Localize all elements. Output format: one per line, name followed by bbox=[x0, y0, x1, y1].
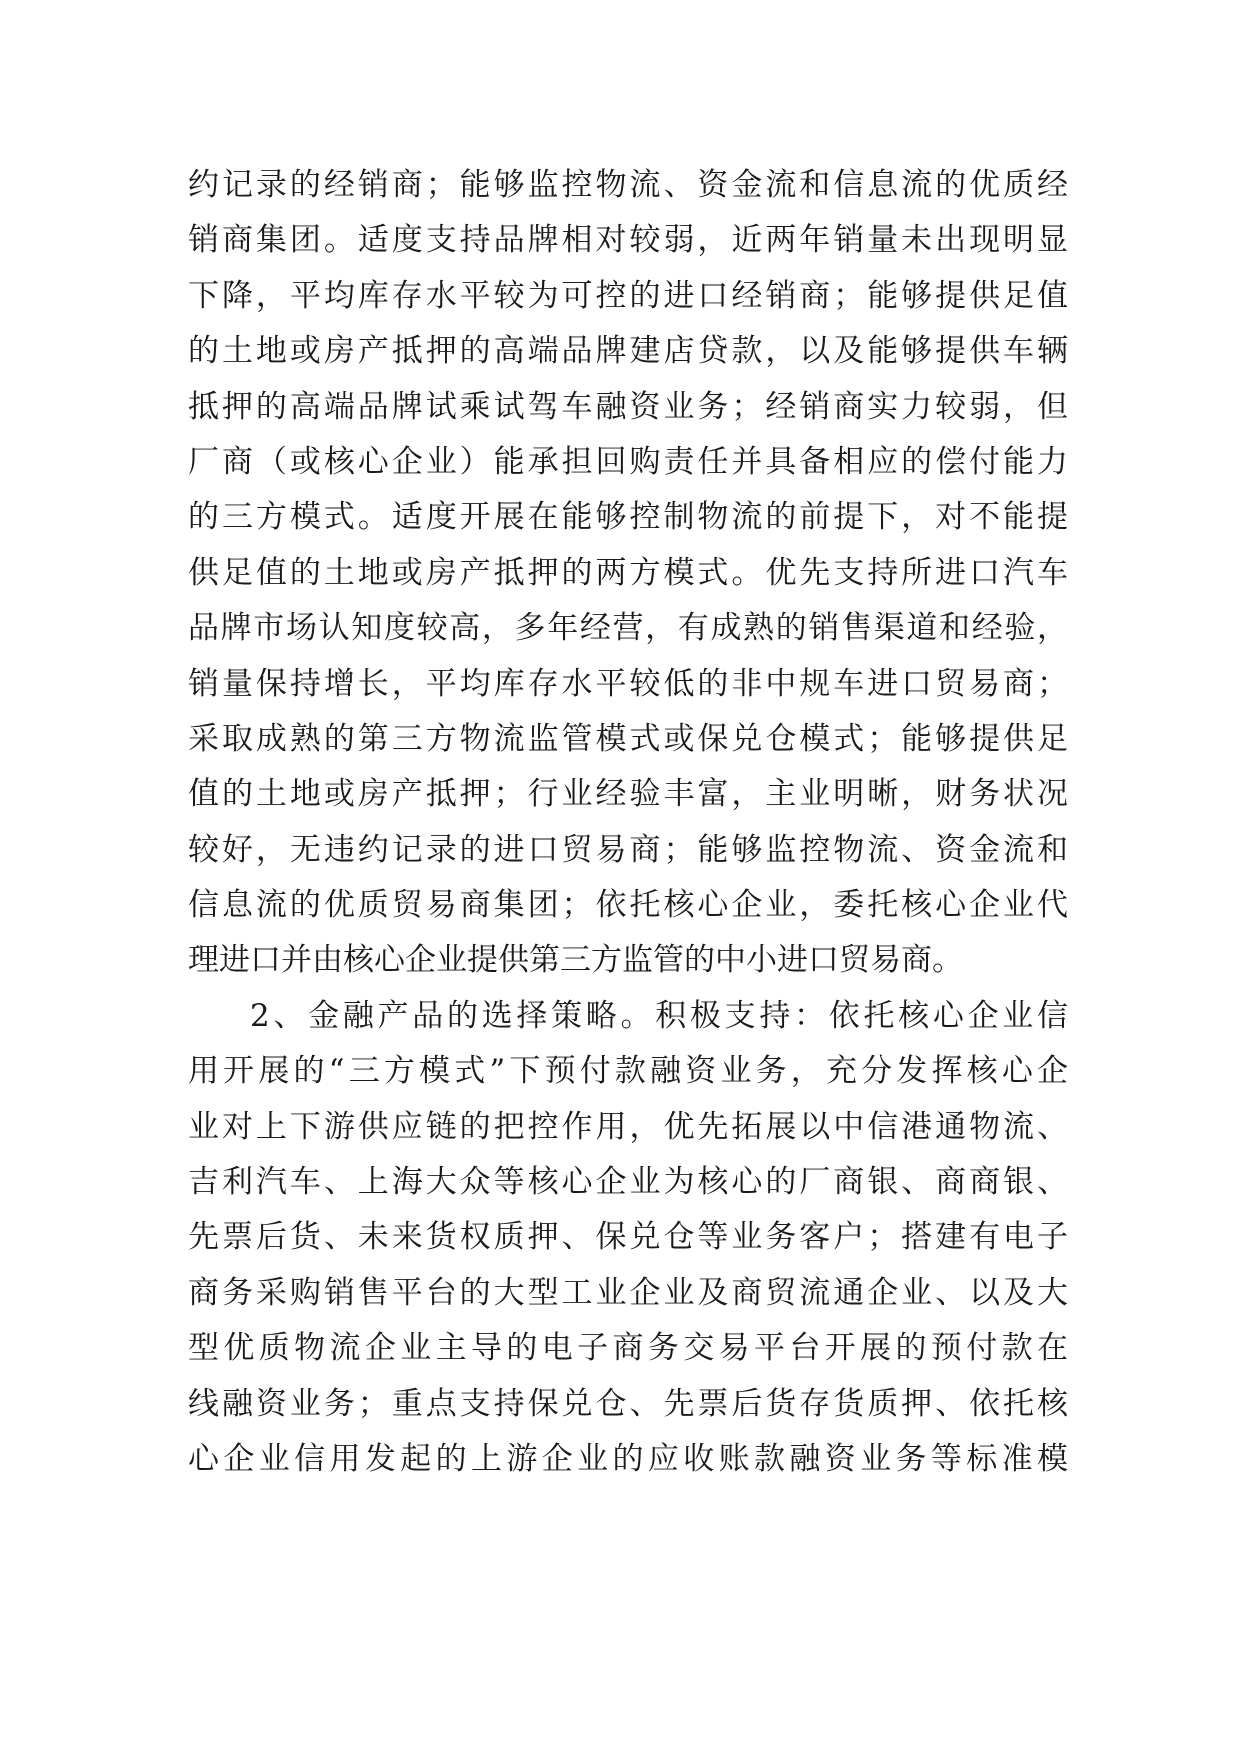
text-line: 约记录的经销商；能够监控物流、资金流和信息流的优质经 bbox=[188, 167, 1068, 203]
text-line: 先票后货、未来货权质押、保兑仓等业务客户；搭建有电子 bbox=[188, 1219, 1068, 1256]
text-line: 抵押的高端品牌试乘试驾车融资业务；经销商实力较弱，但 bbox=[188, 388, 1068, 425]
text-line: 2、金融产品的选择策略。积极支持：依托核心企业信 bbox=[250, 997, 1068, 1034]
text-line: 下降，平均库存水平较为可控的进口经销商；能够提供足值 bbox=[188, 277, 1068, 314]
text-line: 心企业信用发起的上游企业的应收账款融资业务等标准模 bbox=[188, 1440, 1068, 1477]
text-line: 供足值的土地或房产抵押的两方模式。优先支持所进口汽车 bbox=[188, 554, 1068, 591]
text-line: 品牌市场认知度较高，多年经营，有成熟的销售渠道和经验， bbox=[188, 610, 1068, 647]
text-line: 值的土地或房产抵押；行业经验丰富，主业明晰，财务状况 bbox=[188, 776, 1068, 813]
text-line: 销商集团。适度支持品牌相对较弱，近两年销量未出现明显 bbox=[188, 222, 1068, 259]
text-line: 业对上下游供应链的把控作用，优先拓展以中信港通物流、 bbox=[188, 1108, 1068, 1145]
text-line: 采取成熟的第三方物流监管模式或保兑仓模式；能够提供足 bbox=[188, 720, 1068, 757]
body-text bbox=[188, 158, 1068, 1487]
text-line: 较好，无违约记录的进口贸易商；能够监控物流、资金流和 bbox=[188, 831, 1068, 868]
text-line: 理进口并由核心企业提供第三方监管的中小进口贸易商。 bbox=[188, 942, 963, 979]
text-line: 吉利汽车、上海大众等核心企业为核心的厂商银、商商银、 bbox=[188, 1164, 1068, 1201]
text-line: 线融资业务；重点支持保兑仓、先票后货存货质押、依托核 bbox=[188, 1385, 1068, 1422]
text-line: 厂商（或核心企业）能承担回购责任并具备相应的偿付能力 bbox=[188, 443, 1068, 480]
text-line: 商务采购销售平台的大型工业企业及商贸流通企业、以及大 bbox=[188, 1274, 1068, 1311]
text-line: 销量保持增长，平均库存水平较低的非中规车进口贸易商； bbox=[188, 665, 1068, 702]
text-line: 型优质物流企业主导的电子商务交易平台开展的预付款在 bbox=[188, 1330, 1068, 1367]
text-line: 的土地或房产抵押的高端品牌建店贷款，以及能够提供车辆 bbox=[188, 333, 1068, 370]
text-line: 信息流的优质贸易商集团；依托核心企业，委托核心企业代 bbox=[188, 887, 1068, 924]
text-line: 用开展的“三方模式”下预付款融资业务，充分发挥核心企 bbox=[188, 1053, 1068, 1090]
text-line: 的三方模式。适度开展在能够控制物流的前提下，对不能提 bbox=[188, 499, 1068, 536]
